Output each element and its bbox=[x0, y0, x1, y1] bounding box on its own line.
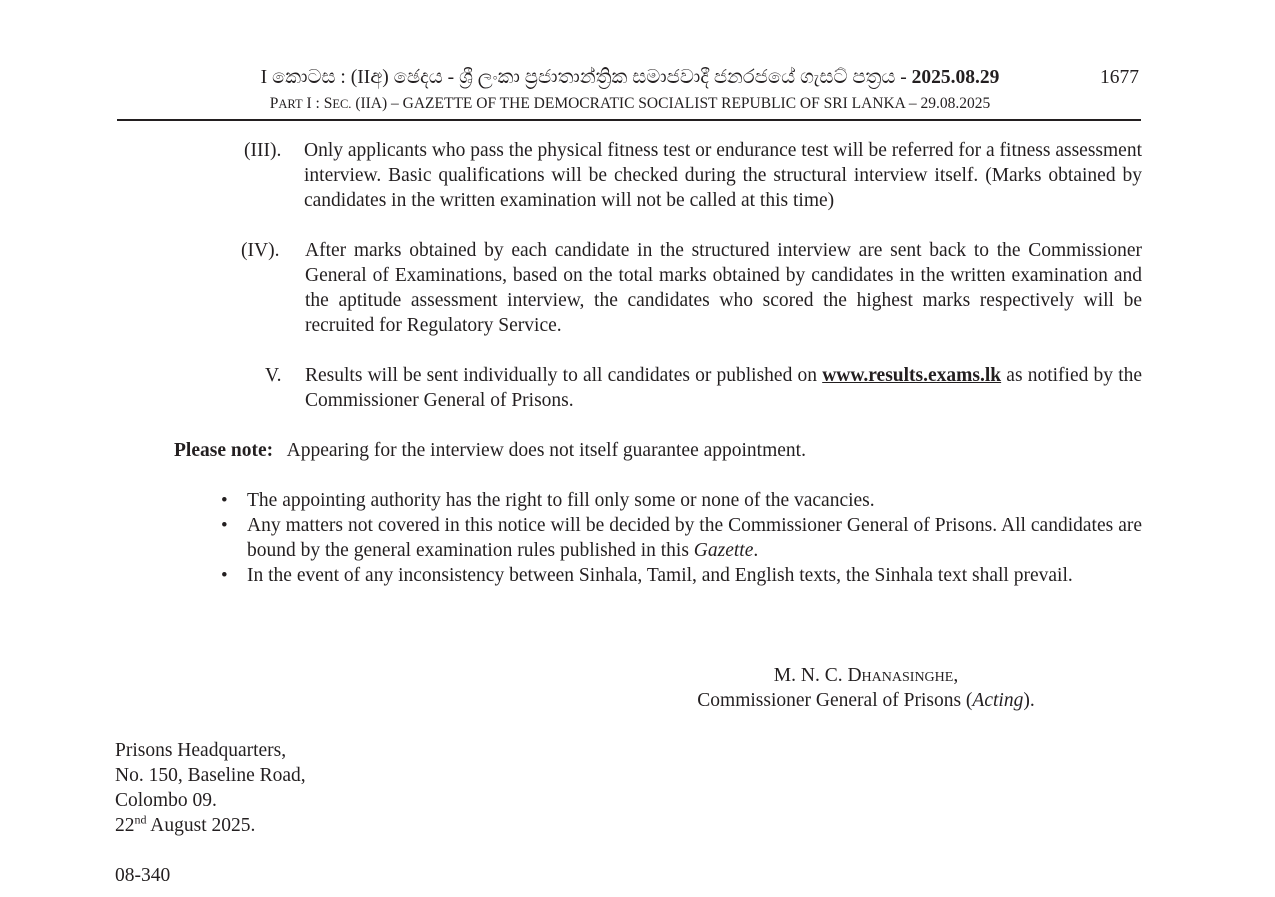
please-note-text: Appearing for the interview does not itself guarantee appointment. bbox=[286, 440, 806, 461]
list-item bbox=[221, 513, 1142, 563]
item-text: After marks obtained by each candidate in the structured interview are sent back to the Commissioner General of Examinations, based on the total marks obtained by candidates in the written examination and the aptitude assessment interview, the candidates who scored the highest marks respectively will be recruited for Regulatory Service. bbox=[305, 240, 1142, 336]
date-line: 22nd August 2025. bbox=[115, 812, 256, 836]
list-item bbox=[244, 138, 1142, 213]
address-line: Colombo 09. bbox=[115, 790, 217, 811]
list-item bbox=[265, 363, 1142, 413]
address-block bbox=[115, 738, 515, 838]
signature-block bbox=[640, 663, 1092, 713]
bullet-text: Any matters not covered in this notice will be decided by the Commissioner General of Prisons. All candidates are bound by the general examination rules published in this Gazette. bbox=[247, 515, 1142, 561]
header-sinhala-date: 2025.08.29 bbox=[911, 67, 1000, 88]
list-item bbox=[221, 563, 1142, 588]
item-number: (IV). bbox=[241, 240, 280, 261]
bullet-marker: • bbox=[221, 565, 228, 586]
bullet-text: The appointing authority has the right to fill only some or none of the vacancies. bbox=[247, 490, 875, 511]
reference-number: 08-340 bbox=[115, 865, 171, 886]
item-text: Results will be sent individually to all candidates or published on www.results.exams.lk as notified by the Commissioner General of Prisons. bbox=[305, 365, 1143, 411]
header-sinhala-line bbox=[118, 66, 1142, 90]
item-number: (III). bbox=[244, 140, 282, 161]
bullet-marker: • bbox=[221, 515, 228, 536]
address-line: No. 150, Baseline Road, bbox=[115, 765, 306, 786]
list-item bbox=[241, 238, 1142, 338]
item-number: V. bbox=[265, 365, 282, 386]
header-sinhala-text: I කොටස : (IIඅ) ඡෙදය - ශ්‍රී ලංකා ප්‍රජාතාන්ත්‍රික සමාජවාදී ජනරජයේ ගැසට් පත්‍රය - bbox=[260, 67, 907, 88]
please-note bbox=[174, 438, 1074, 463]
bullet-marker: • bbox=[221, 490, 228, 511]
signatory-name: M. N. C. Dhanasinghe, bbox=[773, 665, 959, 686]
header-english-line: PART I : SEC. (IIA) – GAZETTE OF THE DEMOCRATIC SOCIALIST REPUBLIC OF SRI LANKA – 29.08.2025 bbox=[269, 95, 991, 112]
bullet-text: In the event of any inconsistency between Sinhala, Tamil, and English texts, the Sinhala text shall prevail. bbox=[247, 565, 1073, 586]
header-divider bbox=[117, 119, 1141, 121]
bullet-list bbox=[221, 488, 1142, 588]
results-website-link[interactable]: www.results.exams.lk bbox=[822, 365, 1002, 386]
signatory-title: Commissioner General of Prisons (Acting). bbox=[697, 690, 1035, 711]
list-item bbox=[221, 488, 1142, 513]
address-line: Prisons Headquarters, bbox=[115, 740, 287, 761]
page-number: 1677 bbox=[1100, 67, 1139, 88]
please-note-label: Please note: bbox=[174, 440, 274, 461]
item-text: Only applicants who pass the physical fitness test or endurance test will be referred for a fitness assessment interview. Basic qualifications will be checked during the structural interview itself. (Marks obtained by candidates in the written examination will not be called at this time) bbox=[304, 140, 1142, 211]
